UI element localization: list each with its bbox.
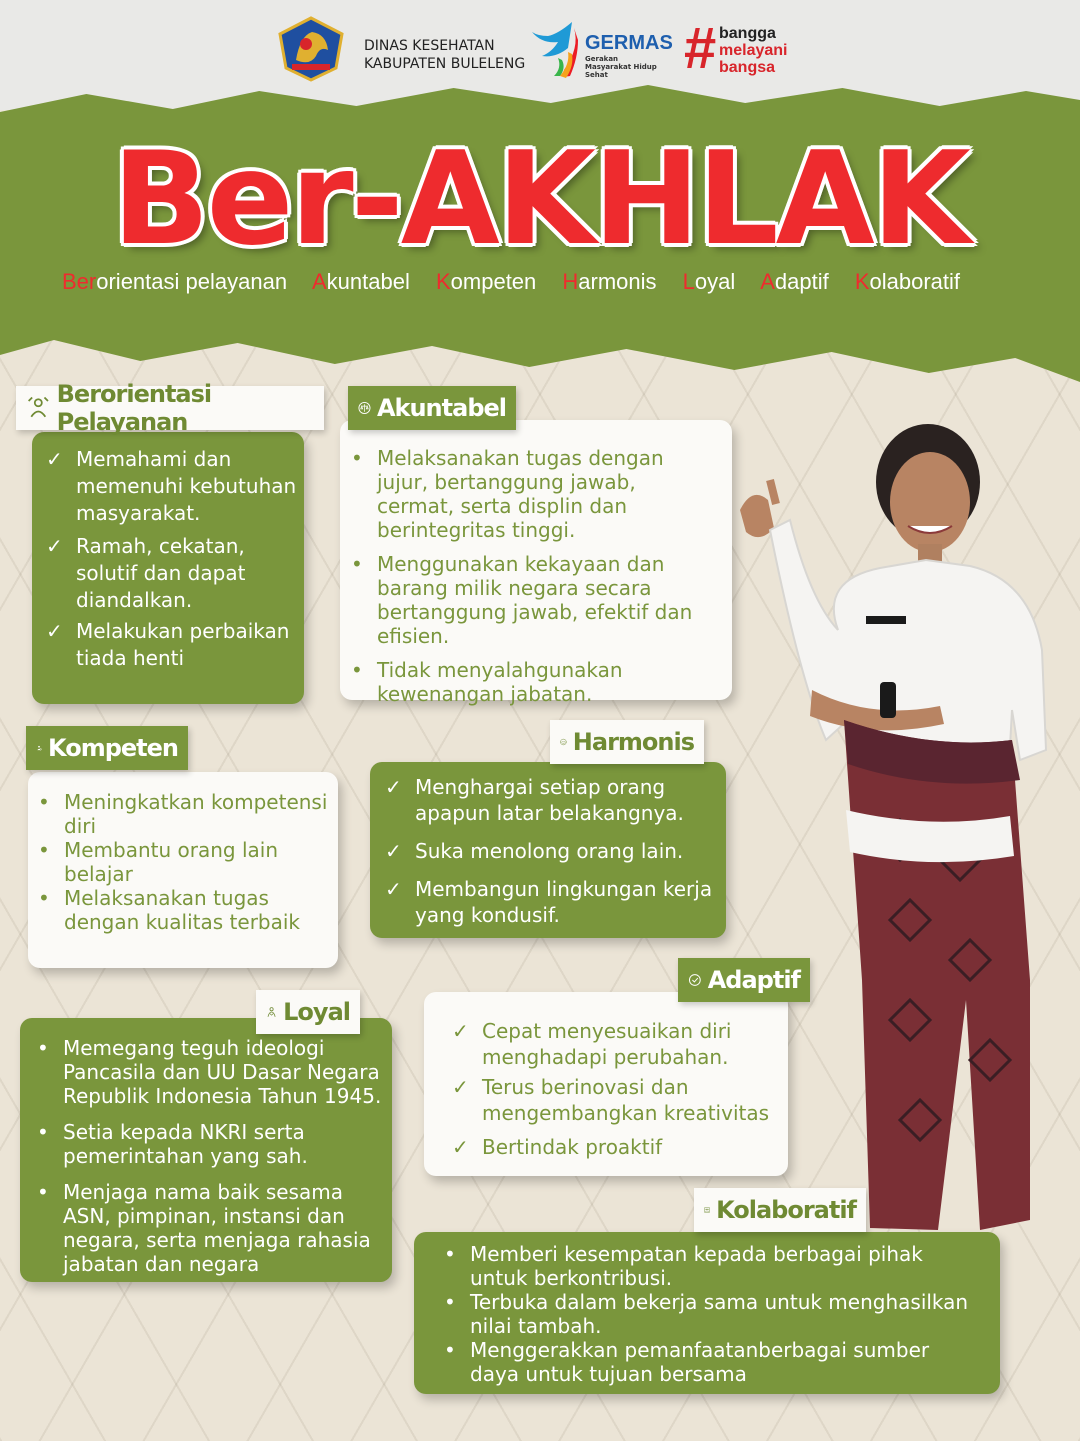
list-item [385, 774, 715, 826]
harmonis-card [370, 762, 726, 938]
check-icon: ✓ [385, 877, 402, 901]
akuntabel-title: Akuntabel [376, 394, 506, 422]
list-item [37, 1180, 383, 1276]
item-text: Ramah, cekatan, solutif dan dapat diandalkan. [76, 534, 246, 612]
acronym-word [683, 269, 736, 294]
item-text: Menggerakkan pemanfaatanberbagai sumber daya untuk tujuan bersama [470, 1338, 930, 1386]
germas-subtitle: Gerakan Masyarakat Hidup Sehat [585, 55, 657, 79]
item-text: Membantu orang lain belajar [64, 838, 279, 886]
bangga-melayani-bangsa-logo [719, 25, 787, 76]
acronym-word [562, 269, 656, 294]
item-text: Setia kepada NKRI serta pemerintahan yang sah. [63, 1120, 308, 1168]
check-icon: ✓ [452, 1075, 469, 1099]
bullet-icon: • [351, 658, 363, 682]
item-text: Membangun lingkungan kerja yang kondusif. [415, 877, 713, 927]
acronym-initial: K [854, 269, 870, 294]
item-text: Memahami dan memenuhi kebutuhan masyarakat. [76, 447, 297, 525]
list-item [38, 886, 332, 934]
list-item [385, 838, 715, 864]
bullet-icon: • [351, 552, 363, 576]
loyal-title: Loyal [283, 998, 350, 1026]
acronym-word [62, 269, 287, 294]
acronym-rest: olaboratif [869, 269, 961, 294]
loyal-label [256, 990, 360, 1034]
kolaboratif-card [414, 1232, 1000, 1394]
list-item [351, 552, 717, 648]
bangga-line-3: bangsa [719, 59, 776, 76]
person-photo [730, 420, 1060, 1235]
acronym-rest: orientasi pelayanan [96, 269, 288, 294]
agency-line-1: DINAS KESEHATAN [364, 38, 495, 54]
item-text: Memegang teguh ideologi Pancasila dan UU Dasar Negara Republik Indonesia Tahun 1945. [63, 1036, 382, 1108]
check-icon: ✓ [46, 619, 63, 643]
item-text: Menggunakan kekayaan dan barang milik negara secara bertanggung jawab, efektif dan efisien. [377, 552, 693, 648]
main-title: Ber-AKHLAK [112, 125, 968, 274]
acronym-initial: A [760, 269, 775, 294]
bullet-icon: • [444, 1242, 456, 1266]
kompeten-card [28, 772, 338, 968]
team-icon [704, 1196, 710, 1224]
harmonis-title: Harmonis [572, 728, 694, 756]
list-item [37, 1036, 383, 1108]
loyal-card [20, 1018, 392, 1282]
check-icon: ✓ [385, 775, 402, 799]
list-item [46, 533, 298, 614]
item-text: Meningkatkan kompetensi diri [64, 790, 328, 838]
acronym-rest: kuntabel [326, 269, 410, 294]
bullet-icon: • [444, 1290, 456, 1314]
adaptif-title: Adaptif [707, 966, 800, 994]
item-text: Melaksanakan tugas dengan kualitas terbaik [64, 886, 301, 934]
check-icon: ✓ [452, 1135, 469, 1159]
acronym-initial: Ber [62, 269, 97, 294]
acronym-word [436, 269, 536, 294]
scale-icon [358, 394, 371, 422]
item-text: Terbuka dalam bekerja sama untuk menghasilkan nilai tambah. [470, 1290, 969, 1338]
item-text: Cepat menyesuaikan diri menghadapi perubahan. [482, 1019, 732, 1069]
acronym-initial: K [435, 269, 451, 294]
acronym-word [855, 269, 960, 294]
bullet-icon: • [37, 1120, 49, 1144]
list-item [38, 838, 332, 886]
list-item [351, 658, 717, 706]
kompeten-label [26, 726, 188, 770]
list-item [351, 446, 717, 542]
agency-line-2: KABUPATEN BULELENG [364, 56, 526, 72]
item-text: Bertindak proaktif [482, 1135, 663, 1159]
check-icon: ✓ [385, 839, 402, 863]
check-icon: ✓ [46, 447, 63, 471]
acronym-rest: ompeten [450, 269, 537, 294]
item-text: Melakukan perbaikan tiada henti [76, 619, 290, 670]
buleleng-seal-logo [276, 16, 346, 82]
item-text: Tidak menyalahgunakan kewenangan jabatan. [377, 658, 623, 706]
item-text: Suka menolong orang lain. [415, 839, 684, 863]
acronym-rest: oyal [694, 269, 736, 294]
berorientasi-card [32, 432, 304, 704]
akuntabel-label [348, 386, 516, 430]
acronym-initial: H [562, 269, 579, 294]
item-text: Menjaga nama baik sesama ASN, pimpinan, instansi dan negara, serta menjaga rahasia jabatan dan negara [63, 1180, 371, 1276]
bullet-icon: • [38, 838, 50, 862]
item-text: Menghargai setiap orang apapun latar belakangnya. [415, 775, 684, 825]
hashtag-icon: # [684, 16, 717, 81]
item-text: Melaksanakan tugas dengan jujur, bertanggung jawab, cermat, serta displin dan berintegritas tinggi. [377, 446, 664, 542]
acronym-rest: daptif [774, 269, 829, 294]
item-text: Memberi kesempatan kepada berbagai pihak untuk berkontribusi. [470, 1242, 923, 1290]
agency-name [364, 37, 525, 73]
list-item [444, 1338, 980, 1386]
list-item [46, 446, 298, 527]
gear-person-icon [36, 734, 42, 762]
list-item [385, 876, 715, 928]
service-icon [26, 394, 51, 422]
acronym-rest: armonis [578, 269, 657, 294]
handshake-icon [560, 728, 567, 756]
bullet-icon: • [37, 1036, 49, 1060]
bangga-line-2: melayani [719, 42, 788, 59]
acronym-legend [62, 269, 1022, 295]
kompeten-title: Kompeten [48, 734, 178, 762]
akuntabel-card [340, 420, 732, 706]
list-item [46, 618, 298, 672]
harmonis-label [550, 720, 704, 764]
berorientasi-label [16, 380, 324, 436]
item-text: Terus berinovasi dan mengembangkan kreativitas [482, 1075, 770, 1125]
check-icon: ✓ [452, 1019, 469, 1043]
berorientasi-title: Berorientasi Pelayanan [56, 380, 212, 436]
acronym-word [760, 269, 829, 294]
list-item [37, 1120, 383, 1168]
bullet-icon: • [38, 790, 50, 814]
list-item [38, 790, 332, 838]
list-item [444, 1242, 980, 1290]
acronym-initial: A [311, 269, 327, 294]
kolaboratif-title: Kolaboratif [716, 1196, 856, 1224]
adapt-icon [688, 966, 702, 994]
bullet-icon: • [444, 1338, 456, 1362]
bullet-icon: • [37, 1180, 49, 1204]
bangga-line-1: bangga [719, 25, 776, 42]
germas-title: GERMAS [585, 32, 673, 54]
acronym-initial: L [682, 269, 695, 294]
pledge-icon [266, 998, 277, 1026]
list-item [444, 1290, 980, 1338]
bullet-icon: • [351, 446, 363, 470]
acronym-word [312, 269, 410, 294]
check-icon: ✓ [46, 534, 63, 558]
bullet-icon: • [38, 886, 50, 910]
